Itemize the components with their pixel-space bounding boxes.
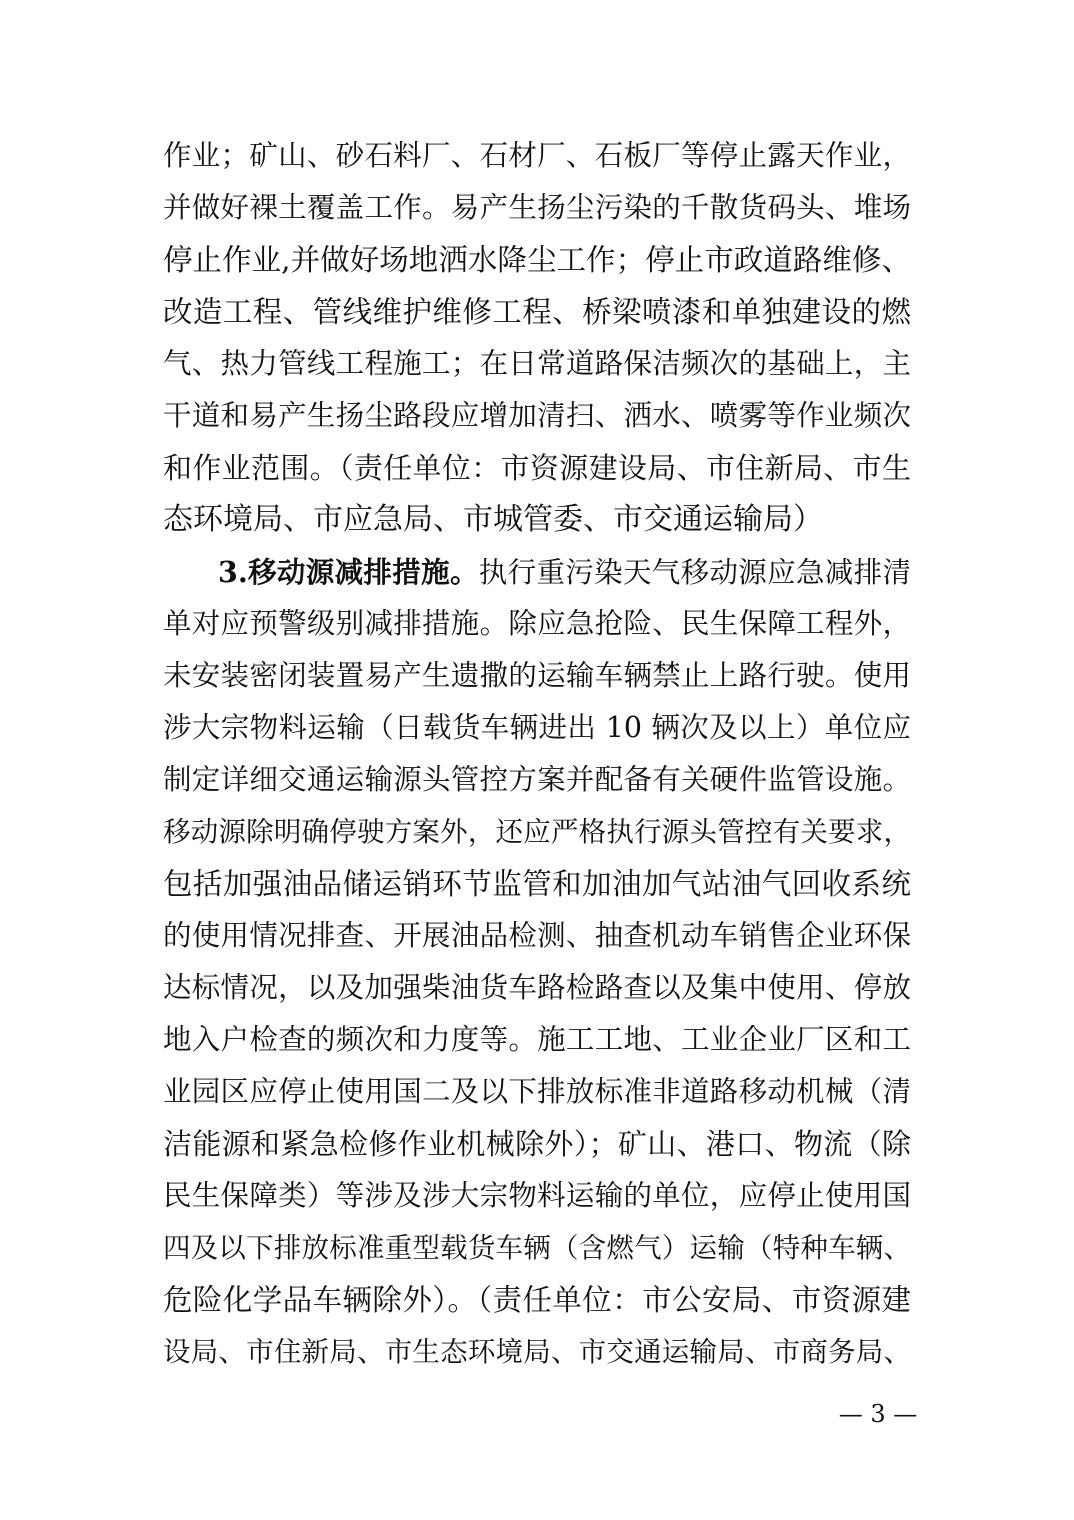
text-line: 地入户检查的频次和力度等。施工工地、工业企业厂区和工 xyxy=(163,1023,911,1056)
text-line: 四及以下排放标准重型载货车辆（含燃气）运输（特种车辆、 xyxy=(163,1232,911,1264)
text-line: 制定详细交通运输源头管控方案并配备有关硬件监管设施。 xyxy=(163,763,911,796)
text-line: 并做好裸土覆盖工作。易产生扬尘污染的千散货码头、堆场 xyxy=(163,191,911,224)
text-line: 达标情况，以及加强柴油货车路检路查以及集中使用、停放 xyxy=(163,971,911,1004)
page-number: — 3 — xyxy=(838,1400,918,1428)
text-line: 业园区应停止使用国二及以下排放标准非道路移动机械（清 xyxy=(163,1075,911,1108)
text-line: 改造工程、管线维护维修工程、桥梁喷漆和单独建设的燃 xyxy=(163,295,911,329)
text-line: 的使用情况排查、开展油品检测、抽查机动车销售企业环保 xyxy=(163,919,911,952)
text-line: 未安装密闭装置易产生遗撒的运输车辆禁止上路行驶。使用 xyxy=(163,659,911,692)
text-line: 设局、市住新局、市生态环境局、市交通运输局、市商务局、 xyxy=(163,1336,911,1368)
text-line: 洁能源和紧急检修作业机械除外）；矿山、港口、物流（除 xyxy=(163,1127,911,1161)
section-heading: 3.移动源减排措施。 xyxy=(218,555,479,589)
text-line: 民生保障类）等涉及涉大宗物料运输的单位，应停止使用国 xyxy=(163,1179,911,1212)
text-line: 移动源除明确停驶方案外，还应严格执行源头管控有关要求， xyxy=(163,816,911,848)
text-line: 包括加强油品储运销环节监管和加油加气站油气回收系统 xyxy=(163,867,911,901)
text-line: 和作业范围。（责任单位：市资源建设局、市住新局、市生 xyxy=(163,451,911,485)
text-line: 单对应预警级别减排措施。除应急抢险、民生保障工程外， xyxy=(163,607,911,640)
text-line: 作业；矿山、砂石料厂、石材厂、石板厂等停止露天作业， xyxy=(163,139,911,172)
text-run: 执行重污染天气移动源应急减排清 xyxy=(478,556,911,589)
text-line: 干道和易产生扬尘路段应增加清扫、洒水、喷雾等作业频次 xyxy=(163,399,911,432)
text-line: 气、热力管线工程施工；在日常道路保洁频次的基础上，主 xyxy=(163,347,911,380)
text-line: 停止作业,并做好场地洒水降尘工作；停止市政道路维修、 xyxy=(163,243,911,277)
text-line: 涉大宗物料运输（日载货车辆进出 10 辆次及以上）单位应 xyxy=(163,711,911,744)
text-line: 态环境局、市应急局、市城管委、市交通运输局） xyxy=(163,502,823,537)
text-line: 危险化学品车辆除外）。（责任单位：市公安局、市资源建 xyxy=(163,1283,911,1317)
paragraph-first-line xyxy=(218,546,911,598)
